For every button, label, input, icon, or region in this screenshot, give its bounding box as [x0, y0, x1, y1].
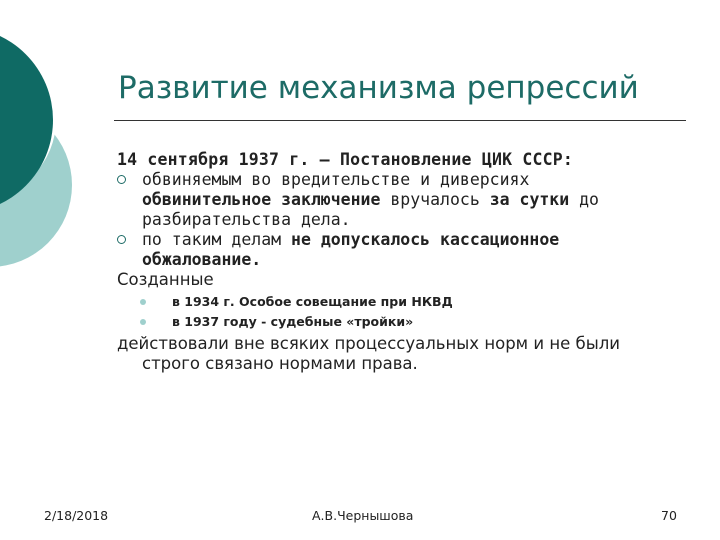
plain-text: до — [569, 190, 599, 209]
decorative-circles — [0, 0, 110, 300]
footer-author: А.В.Чернышова — [312, 508, 414, 523]
circle-bullet-icon — [117, 175, 126, 184]
plain-text: вручалось — [380, 190, 490, 209]
title-divider — [114, 120, 686, 121]
created-label: Созданные — [117, 270, 214, 289]
plain-text: по таким делам — [142, 230, 292, 249]
closing-line: строго связано нормами права. — [142, 354, 418, 373]
slide-title: Развитие механизма репрессий — [118, 70, 639, 106]
sub-item-text: в 1934 г. Особое совещание при НКВД — [172, 294, 453, 309]
dot-bullet-icon — [140, 299, 146, 305]
footer-date: 2/18/2018 — [44, 508, 109, 523]
bold-text: обвинительное заключение — [142, 190, 381, 209]
bullet-line — [142, 230, 697, 250]
bold-text: не допускалось кассационное — [291, 230, 560, 249]
bold-text: за сутки — [489, 190, 570, 209]
bullet-line: разбирательства дела. — [142, 210, 351, 229]
sub-list-item — [117, 312, 697, 332]
bullet-line: обжалование. — [142, 250, 262, 269]
page-number: 70 — [661, 508, 677, 523]
closing-line: действовали вне всяких процессуальных норм и не были — [117, 334, 620, 353]
decree-heading: 14 сентября 1937 г. – Постановление ЦИК СССР: — [117, 150, 574, 169]
bullet-line: обвиняемым во вредительстве и диверсиях — [142, 170, 530, 189]
dot-bullet-icon — [140, 319, 146, 325]
sub-list-item — [117, 292, 697, 312]
bullet-line — [142, 190, 697, 210]
bullet-item — [117, 170, 697, 230]
circle-bullet-icon — [117, 235, 126, 244]
slide-body — [117, 150, 697, 374]
sub-item-text: в 1937 году - судебные «тройки» — [172, 314, 414, 329]
bullet-item — [117, 230, 697, 270]
